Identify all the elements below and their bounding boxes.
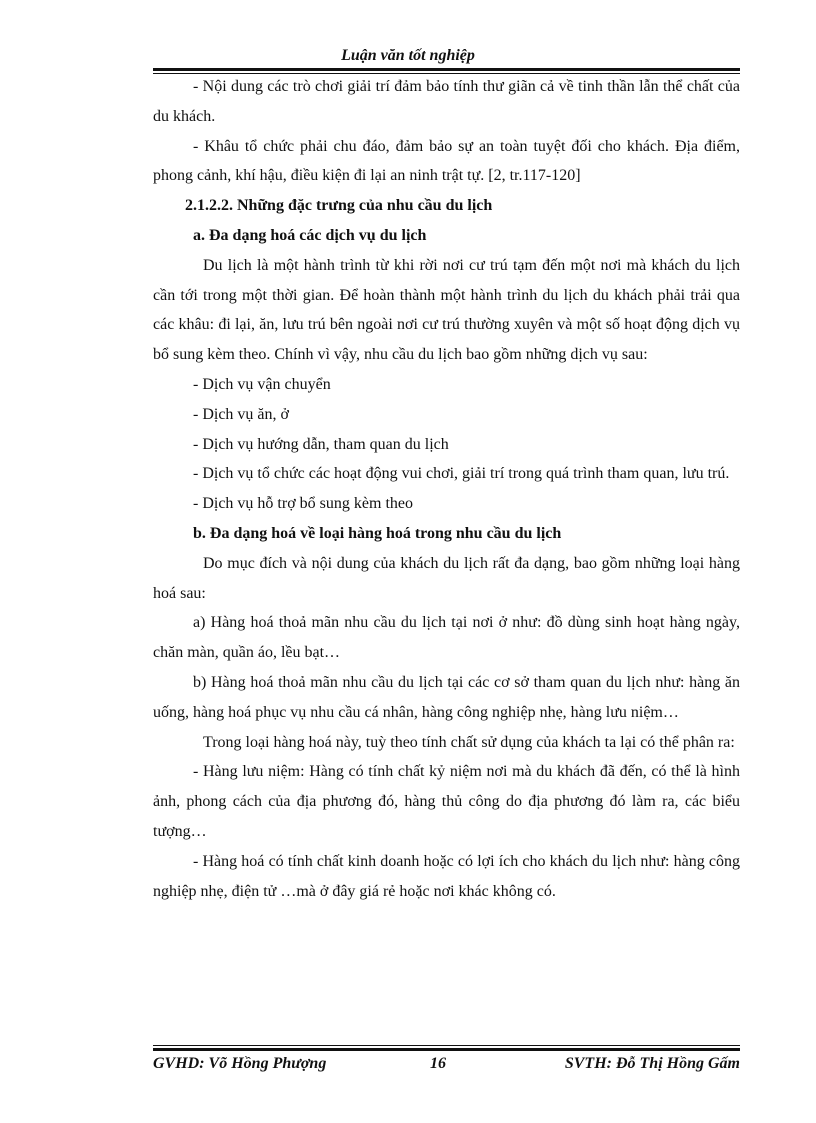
page-number: 16	[430, 1055, 446, 1072]
paragraph: Du lịch là một hành trình từ khi rời nơi cư trú tạm đến một nơi mà khách du lịch cần tới trong một thời gian. Để hoàn thành một hành trình du lịch du khách phải trải qua các khâu: đi lại, ăn, lưu trú bên ngoài nơi cư trú thường xuyên và một số hoạt động dịch vụ bổ sung kèm theo. Chính vì vậy, nhu cầu du lịch bao gồm những dịch vụ sau:	[153, 256, 740, 364]
paragraph: Trong loại hàng hoá này, tuỳ theo tính chất sử dụng của khách ta lại có thể phân ra:	[203, 733, 735, 751]
section-heading: 2.1.2.2. Những đặc trưng của nhu cầu du lịch	[185, 197, 493, 215]
footer	[153, 1055, 740, 1077]
paragraph: b) Hàng hoá thoả mãn nhu cầu du lịch tại các cơ sở tham quan du lịch như: hàng ăn uống, hàng hoá phục vụ nhu cầu cá nhân, hàng công nghiệp nhẹ, hàng lưu niệm…	[153, 673, 740, 721]
paragraph: - Hàng hoá có tính chất kinh doanh hoặc có lợi ích cho khách du lịch như: hàng công nghiệp nhẹ, điện tử …mà ở đây giá rẻ hoặc nơi khác không có.	[153, 852, 740, 900]
subsection-heading: a. Đa dạng hoá các dịch vụ du lịch	[193, 226, 427, 244]
list-item: - Dịch vụ hỗ trợ bổ sung kèm theo	[193, 495, 413, 513]
list-item: - Dịch vụ vận chuyển	[193, 375, 331, 393]
list-item: - Dịch vụ ăn, ở	[193, 405, 289, 423]
body-text	[153, 72, 740, 906]
subsection-heading: b. Đa dạng hoá về loại hàng hoá trong nhu cầu du lịch	[193, 524, 562, 542]
footer-rule-thin	[153, 1045, 740, 1046]
list-item: - Dịch vụ tổ chức các hoạt động vui chơi, giải trí trong quá trình tham quan, lưu trú.	[193, 465, 730, 483]
paragraph: - Hàng lưu niệm: Hàng có tính chất kỷ niệm nơi mà du khách đã đến, có thể là hình ảnh, phong cách của địa phương đó, hàng thủ công do địa phương đó làm ra, các biểu tượng…	[153, 763, 740, 840]
paragraph: - Nội dung các trò chơi giải trí đảm bảo tính thư giãn cả về tinh thần lẫn thể chất của du khách.	[153, 78, 740, 125]
paragraph: a) Hàng hoá thoả mãn nhu cầu du lịch tại nơi ở như: đồ dùng sinh hoạt hàng ngày, chăn màn, quần áo, lều bạt…	[153, 614, 740, 662]
paragraph: - Khâu tổ chức phải chu đáo, đảm bảo sự an toàn tuyệt đối cho khách. Địa điểm, phong cảnh, khí hậu, điều kiện đi lại an ninh trật tự. [2, tr.117-120]	[153, 137, 740, 185]
list-item: - Dịch vụ hướng dẫn, tham quan du lịch	[193, 435, 449, 453]
footer-advisor: GVHD: Võ Hồng Phượng	[153, 1055, 327, 1072]
footer-rule	[153, 1048, 740, 1051]
footer-student: SVTH: Đỗ Thị Hồng Gấm	[564, 1055, 740, 1072]
paragraph: Do mục đích và nội dung của khách du lịch rất đa dạng, bao gồm những loại hàng hoá sau:	[153, 554, 740, 602]
header-title: Luận văn tốt nghiệp	[341, 47, 475, 64]
header-rule	[153, 68, 740, 71]
